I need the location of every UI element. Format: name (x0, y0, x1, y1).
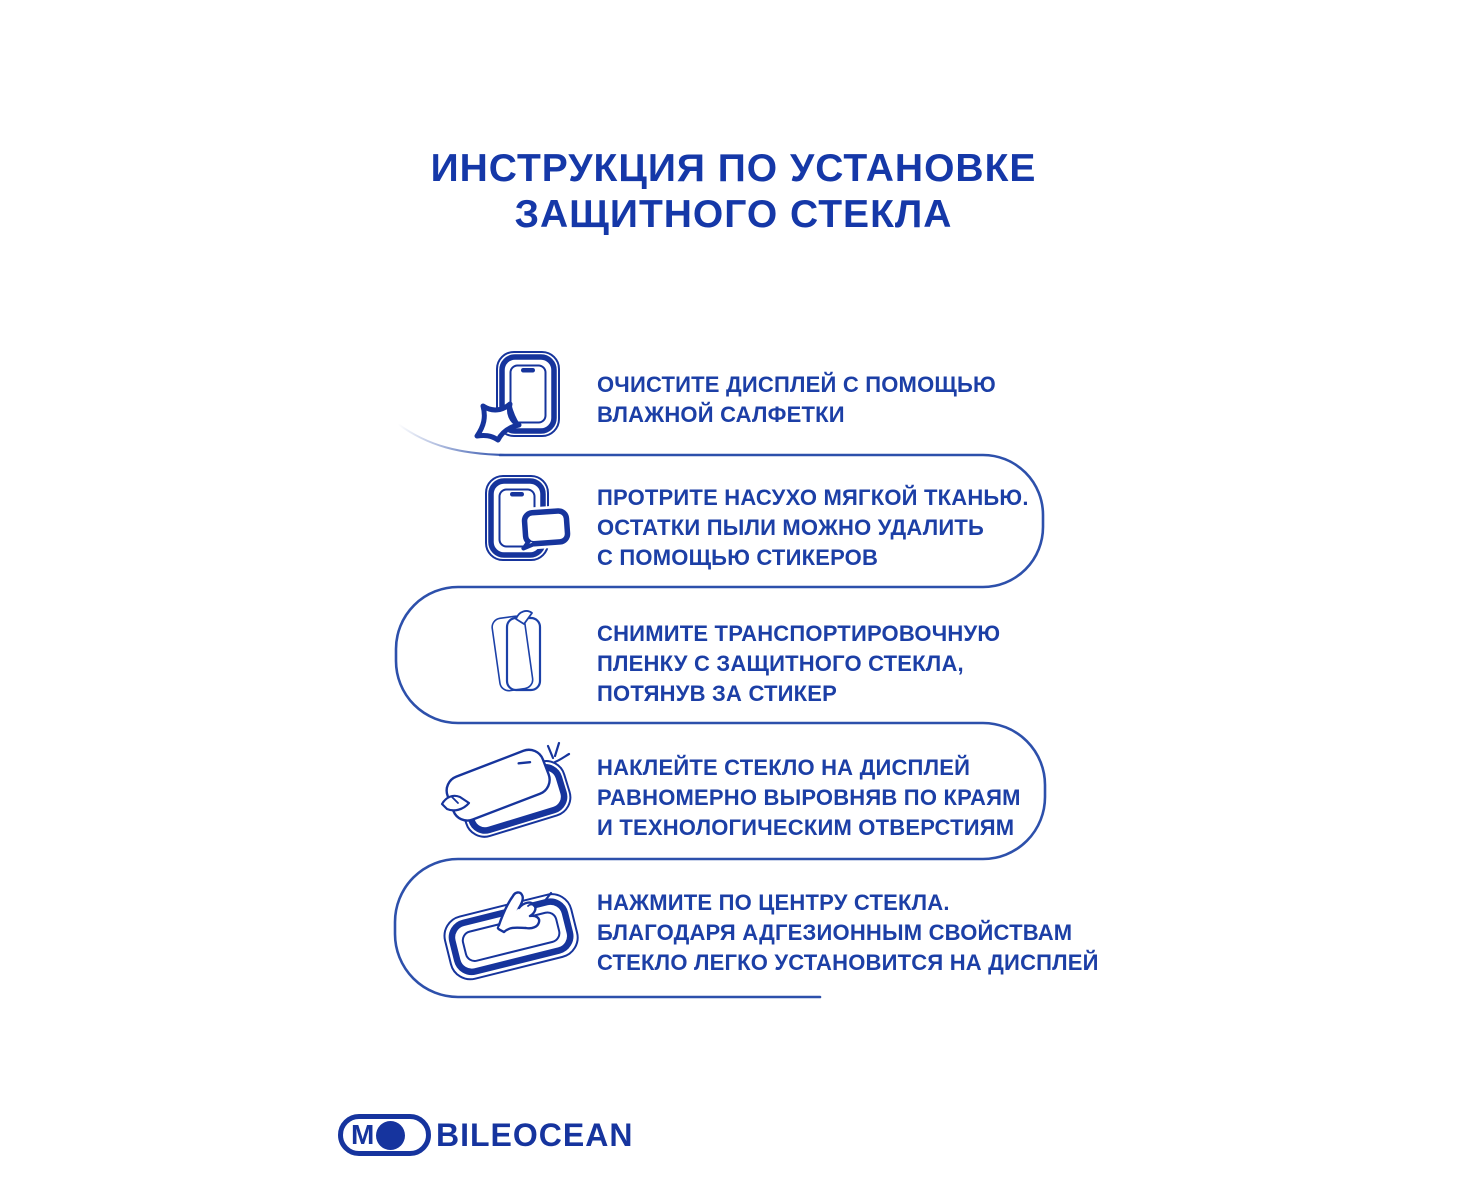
press-glass-center-icon (438, 876, 590, 982)
step-2-text: ПРОТРИТЕ НАСУХО МЯГКОЙ ТКАНЬЮ. ОСТАТКИ ПЫЛИ МОЖНО УДАЛИТЬ С ПОМОЩЬЮ СТИКЕРОВ (597, 485, 1029, 570)
align-glass-on-display-icon (436, 740, 586, 846)
page-title (0, 146, 1467, 238)
page-title-line-1: ИНСТРУКЦИЯ ПО УСТАНОВКЕ (430, 147, 1037, 190)
page-title-line-2: ЗАЩИТНОГО СТЕКЛА (514, 193, 953, 236)
phone-dust-sticker-icon (484, 474, 574, 564)
step-4-text: НАКЛЕЙТЕ СТЕКЛО НА ДИСПЛЕЙ РАВНОМЕРНО ВЫРОВНЯВ ПО КРАЯМ И ТЕХНОЛОГИЧЕСКИМ ОТВЕРСТИЯМ (597, 755, 1021, 840)
logo-wordmark: BILEOCEAN (436, 1117, 634, 1153)
step-1-text: ОЧИСТИТЕ ДИСПЛЕЙ С ПОМОЩЬЮ ВЛАЖНОЙ САЛФЕТКИ (597, 372, 996, 427)
peel-transport-film-icon (484, 608, 546, 698)
logo-mo-badge (338, 1114, 431, 1156)
logo-letter-m: M (351, 1119, 375, 1150)
logo-o-circle-icon (376, 1121, 405, 1150)
phone-wet-wipe-icon (472, 350, 562, 444)
step-3-text: СНИМИТЕ ТРАНСПОРТИРОВОЧНУЮ ПЛЕНКУ С ЗАЩИТНОГО СТЕКЛА, ПОТЯНУВ ЗА СТИКЕР (597, 621, 1001, 706)
step-5-text: НАЖМИТЕ ПО ЦЕНТРУ СТЕКЛА. БЛАГОДАРЯ АДГЕЗИОННЫМ СВОЙСТВАМ СТЕКЛО ЛЕГКО УСТАНОВИТСЯ НА ДИСПЛЕЙ (597, 890, 1099, 975)
mobileocean-logo (338, 1114, 633, 1156)
